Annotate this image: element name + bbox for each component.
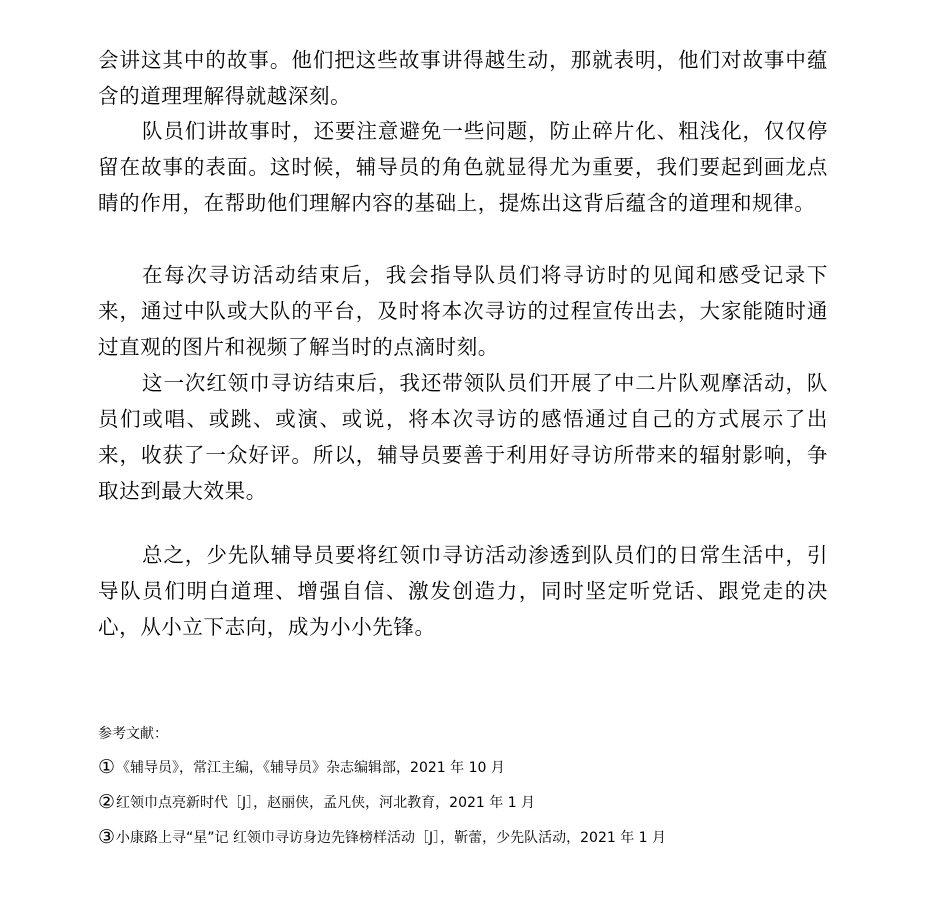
reference-number: ② — [98, 791, 116, 813]
paragraph-conclusion: 总之，少先队辅导员要将红领巾寻访活动渗透到队员们的日常生活中，引导队员们明白道理、增强自信、激发创造力，同时坚定听党话、跟党走的决心，从小立下志向，成为小小先锋。 — [98, 543, 828, 639]
reference-text: 《辅导员》，常江主编，《辅导员》杂志编辑部，2021 年 10 月 — [116, 759, 505, 776]
reference-number: ① — [98, 756, 116, 778]
reference-item — [98, 793, 535, 812]
paragraph-continuation: 会讲这其中的故事。他们把这些故事讲得越生动，那就表明，他们对故事中蕴含的道理理解得就越深刻。 — [98, 48, 828, 108]
reference-number: ③ — [98, 826, 116, 848]
paragraph-story-telling: 队员们讲故事时，还要注意避免一些问题，防止碎片化、粗浅化，仅仅停留在故事的表面。这时候，辅导员的角色就显得尤为重要，我们要起到画龙点睛的作用，在帮助他们理解内容的基础上，提炼出这背后蕴含的道理和规律。 — [98, 119, 828, 215]
reference-text: 小康路上寻“星”记 红领巾寻访身边先锋榜样活动［J］，靳蕾，少先队活动，2021 年 1 月 — [116, 829, 667, 846]
paragraph-recording: 在每次寻访活动结束后，我会指导队员们将寻访时的见闻和感受记录下来，通过中队或大队的平台，及时将本次寻访的过程宣传出去，大家能随时通过直观的图片和视频了解当时的点滴时刻。 — [98, 263, 828, 359]
reference-item — [98, 828, 666, 847]
references-heading: 参考文献： — [98, 726, 168, 742]
paragraph-observation: 这一次红领巾寻访结束后，我还带领队员们开展了中二片队观摩活动，队员们或唱、或跳、或演、或说，将本次寻访的感悟通过自己的方式展示了出来，收获了一众好评。所以，辅导员要善于利用好寻访所带来的辐射影响，争取达到最大效果。 — [98, 371, 828, 503]
reference-text: 红领巾点亮新时代［J］，赵丽侠，孟凡侠，河北教育，2021 年 1 月 — [116, 794, 536, 811]
reference-item — [98, 758, 505, 777]
